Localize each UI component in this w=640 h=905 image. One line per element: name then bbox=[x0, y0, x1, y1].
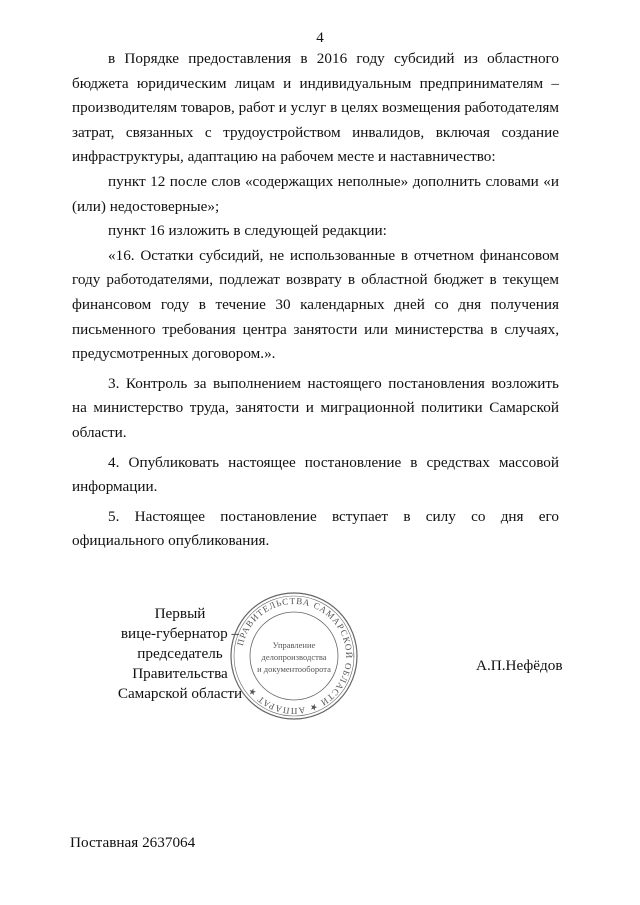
paragraph-item-4: 4. Опубликовать настоящее постановление в средствах массовой информации. bbox=[72, 453, 559, 496]
paragraph-subsidy-order: в Порядке предоставления в 2016 году субсидий из областного бюджета юридическим лицам и индивидуальным предпринимателям – производителям товаров, работ и услуг в целях возмещения работодателям затрат, связанных с трудоустройством инвалидов, включая создание инфраструктуры, адаптацию на рабочем месте и наставничество: bbox=[72, 50, 559, 166]
paragraph-point-16-intro: пункт 16 изложить в следующей редакции: bbox=[108, 222, 387, 240]
page-number: 4 bbox=[316, 30, 324, 46]
footer-reference: Поставная 2637064 bbox=[70, 834, 196, 851]
paragraph-point-12: пункт 12 после слов «содержащих неполные» дополнить словами «и (или) недостоверные»; bbox=[72, 172, 559, 215]
signatory-title-line: председатель Правительства bbox=[132, 645, 228, 682]
seal-inner-line: и документооборота bbox=[257, 664, 331, 674]
paragraph-point-16-text: «16. Остатки субсидий, не использованные в отчетном финансовом году работодателями, подлежат возврату в областной бюджет в текущем финансовом году в течение 30 календарных дней со дня получения письменного требования центра занятости или министерства в случаях, предусмотренных договором.». bbox=[72, 246, 559, 363]
paragraph-item-3: 3. Контроль за выполнением настоящего постановления возложить на министерство труда, занятости и миграционной политики Самарской области. bbox=[72, 374, 559, 441]
paragraph-item-5: 5. Настоящее постановление вступает в силу со дня его официального опубликования. bbox=[72, 507, 559, 550]
seal-inner-line: делопроизводства bbox=[261, 652, 327, 662]
document-body bbox=[72, 47, 559, 554]
signatory-name: А.П.Нефёдов bbox=[476, 657, 563, 674]
signatory-title-line: вице-губернатор – bbox=[120, 625, 240, 642]
seal-inner-line: Управление bbox=[272, 640, 316, 650]
signatory-title-line: Первый bbox=[154, 605, 206, 622]
official-seal bbox=[228, 590, 360, 722]
signatory-title-line: Самарской области bbox=[117, 685, 243, 702]
seal-ring-text: ПРАВИТЕЛЬСТВА САМАРСКОЙ ОБЛАСТИ ★ АППАРАТ ★ bbox=[235, 595, 355, 717]
